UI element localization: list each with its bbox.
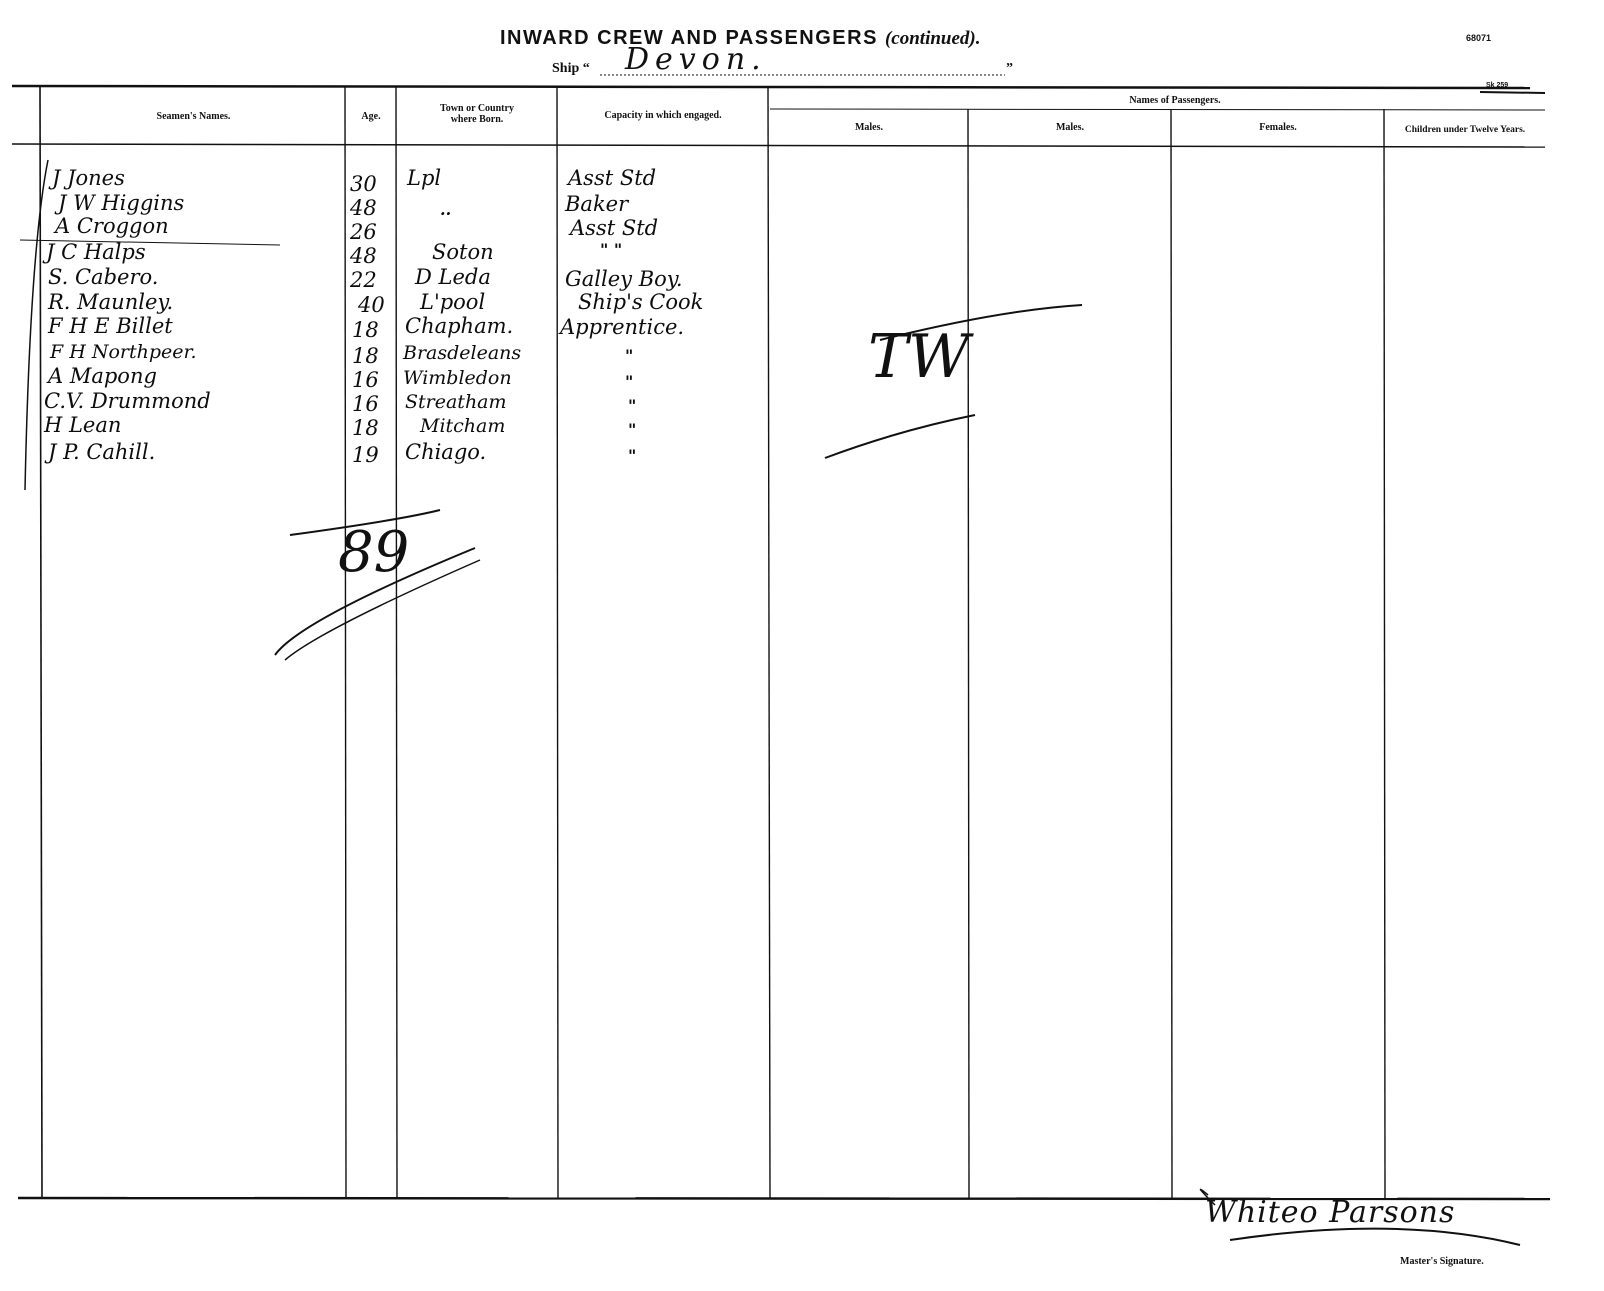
crew-name: S. Cabero. (48, 265, 159, 289)
crew-capacity: " (628, 420, 637, 439)
crew-capacity: " (628, 396, 637, 415)
crew-capacity: Asst Std (570, 216, 659, 240)
crew-name: J W Higgins (58, 191, 185, 215)
form-title-suffix: (continued). (884, 28, 981, 49)
crew-born: Soton (432, 240, 494, 264)
crew-capacity: " (625, 346, 634, 365)
crew-born: Mitcham (420, 415, 506, 437)
form-code: Sk 259 (1486, 82, 1509, 89)
crew-name: J Jones (52, 166, 125, 190)
crew-name: J C Halps (46, 240, 146, 264)
crew-capacity: Asst Std (568, 166, 657, 190)
crew-age: 18 (352, 318, 379, 342)
crew-capacity: Baker (565, 192, 629, 216)
header-town-born-line1: Town or Country (440, 103, 514, 114)
crew-age: 18 (352, 416, 379, 440)
crew-age: 30 (350, 172, 377, 196)
header-males-1: Males. (854, 122, 884, 133)
crew-age: 40 (358, 293, 385, 317)
crew-born: Lpl (407, 166, 442, 190)
crew-age: 19 (352, 443, 379, 467)
header-passengers-group: Names of Passengers. (1129, 95, 1221, 106)
form-number: 68071 (1466, 33, 1492, 43)
crew-name: F H E Billet (48, 314, 173, 338)
crew-born: .. (440, 200, 452, 219)
ship-label: Ship “ (552, 61, 590, 76)
crew-name: C.V. Drummond (44, 389, 211, 413)
crew-born: Chapham. (405, 314, 514, 338)
header-age: Age. (361, 111, 381, 122)
crew-born: D Leda (415, 265, 491, 289)
crew-age: 16 (352, 368, 379, 392)
crew-name: J P. Cahill. (48, 440, 156, 464)
header-females: Females. (1259, 122, 1297, 133)
crew-name: F H Northpeer. (50, 341, 197, 363)
master-signature: Whiteo Parsons (1205, 1195, 1456, 1230)
crew-age: 22 (350, 268, 377, 292)
crew-name: A Croggon (55, 214, 169, 238)
crew-age: 48 (350, 196, 377, 220)
crew-age: 16 (352, 392, 379, 416)
header-children: Children under Twelve Years. (1404, 125, 1526, 135)
crew-name: H Lean (44, 413, 122, 437)
crew-capacity: Apprentice. (560, 315, 685, 339)
ship-label-close: ” (1006, 61, 1013, 76)
crew-age: 18 (352, 344, 379, 368)
form-title-main: INWARD CREW AND PASSENGERS (500, 27, 878, 49)
header-town-born-line2: where Born. (450, 114, 504, 125)
crew-capacity: Ship's Cook (578, 290, 704, 314)
master-signature-label: Master's Signature. (1400, 1256, 1484, 1267)
crew-born: Wimbledon (403, 367, 512, 389)
crew-name: A Mapong (48, 364, 157, 388)
header-seamen-names: Seamen's Names. (156, 111, 231, 122)
crew-age: 26 (350, 220, 377, 244)
crew-capacity: " " (600, 240, 623, 259)
crew-capacity: " (628, 446, 637, 465)
header-town-born (397, 103, 557, 125)
initials-annotation: TW (868, 322, 970, 392)
crew-name: R. Maunley. (48, 290, 174, 314)
header-males-2: Males. (1055, 122, 1085, 133)
crew-capacity: Galley Boy. (565, 267, 683, 291)
crew-born: L'pool (420, 290, 486, 314)
crew-born: Brasdeleans (403, 342, 522, 364)
total-annotation: 89 (338, 520, 410, 585)
crew-age: 48 (350, 244, 377, 268)
ship-name: Devon. (625, 42, 767, 77)
crew-born: Streatham (405, 391, 507, 413)
crew-born: Chiago. (405, 440, 487, 464)
crew-capacity: " (625, 372, 634, 391)
header-capacity: Capacity in which engaged. (604, 110, 722, 121)
